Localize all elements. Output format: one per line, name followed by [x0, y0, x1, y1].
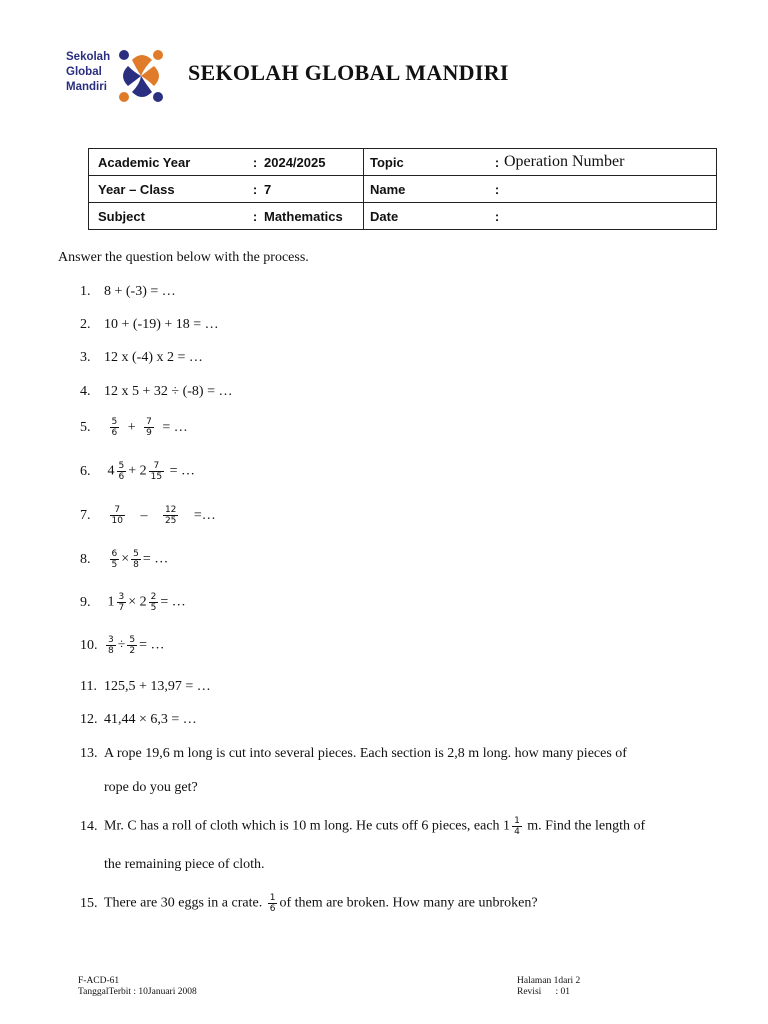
- fraction: [163, 505, 178, 526]
- logo-line-2: Global: [66, 66, 102, 78]
- question-text: 12 x 5 + 32 ÷ (-8) = …: [104, 384, 233, 399]
- numerator: 2: [150, 592, 157, 602]
- fraction: [268, 893, 278, 914]
- topic-label: Topic: [364, 149, 491, 176]
- fraction: [110, 549, 120, 570]
- colon: :: [490, 176, 504, 203]
- fraction: [144, 417, 154, 438]
- instruction: Answer the question below with the process.: [58, 250, 309, 265]
- year-class-label: Year – Class: [89, 176, 249, 203]
- question-12: [80, 712, 197, 728]
- question-number: 10.: [80, 637, 98, 653]
- question-text: 8 + (-3) = …: [104, 284, 176, 299]
- question-number: 6.: [80, 463, 91, 479]
- operator: –: [140, 507, 148, 523]
- question-number: 13.: [80, 746, 98, 761]
- question-text: 10 + (-19) + 18 = …: [104, 317, 219, 332]
- question-10: [80, 635, 165, 656]
- denominator: 9: [146, 428, 152, 438]
- question-number: 5.: [80, 419, 91, 435]
- question-3: [80, 350, 203, 366]
- name-value[interactable]: [504, 176, 717, 203]
- question-number: 1.: [80, 284, 91, 299]
- colon: :: [490, 149, 504, 176]
- page-number: Halaman 1dari 2: [517, 976, 581, 986]
- question-end: = …: [142, 551, 169, 567]
- question-4: [80, 384, 232, 400]
- question-number: 9.: [80, 594, 91, 610]
- numerator: 5: [118, 461, 125, 471]
- school-logo: [66, 46, 170, 106]
- question-13-continued: rope do you get?: [104, 780, 198, 795]
- denominator: 25: [164, 516, 177, 526]
- question-text: of them are broken. How many are unbroken?: [279, 895, 538, 911]
- question-8: [80, 549, 168, 570]
- fraction: [512, 816, 522, 837]
- name-label: Name: [364, 176, 491, 203]
- question-7: [80, 505, 216, 526]
- question-end: = …: [139, 637, 165, 653]
- question-15: [80, 893, 538, 914]
- form-code: F-ACD-61: [78, 976, 120, 986]
- fraction: [117, 461, 127, 482]
- numerator: 7: [149, 461, 164, 472]
- question-6: [80, 461, 195, 482]
- numerator: 6: [111, 549, 118, 559]
- denominator: 6: [269, 904, 276, 914]
- info-row-2: [89, 176, 717, 203]
- numerator: 3: [118, 592, 125, 602]
- question-end: = …: [162, 419, 188, 435]
- question-number: 3.: [80, 350, 91, 365]
- question-number: 4.: [80, 384, 91, 399]
- denominator: 4: [514, 827, 520, 837]
- revision: Revisi : 01: [517, 987, 571, 997]
- question-number: 7.: [80, 507, 91, 523]
- academic-year-value: 2024/2025: [262, 149, 364, 176]
- question-number: 12.: [80, 712, 98, 727]
- issue-date: TanggalTerbit : 10Januari 2008: [78, 987, 197, 997]
- academic-year-label: Academic Year: [89, 149, 249, 176]
- denominator: 2: [129, 646, 136, 656]
- question-end: = …: [169, 463, 195, 479]
- question-text: There are 30 eggs in a crate.: [104, 895, 263, 911]
- colon: :: [248, 149, 262, 176]
- colon: :: [248, 203, 262, 230]
- operator: ×: [121, 551, 130, 567]
- fraction: [117, 592, 127, 613]
- fraction: [131, 549, 141, 570]
- logo-text: [66, 50, 110, 95]
- numerator: 12: [164, 505, 177, 515]
- question-text: A rope 19,6 m long is cut into several pieces. Each section is 2,8 m long. how many pieces of: [104, 746, 627, 761]
- denominator: 6: [111, 428, 118, 438]
- question-11: [80, 679, 211, 695]
- question-end: =…: [193, 507, 216, 523]
- numerator: 5: [111, 417, 118, 427]
- numerator: 3: [108, 635, 114, 645]
- question-14-continued: the remaining piece of cloth.: [104, 857, 265, 872]
- colon: :: [248, 176, 262, 203]
- question-number: 8.: [80, 551, 91, 567]
- numerator: 1: [514, 816, 520, 826]
- footer-left: [78, 976, 197, 998]
- operator: +: [127, 419, 136, 435]
- logo-line-1: Sekolah: [66, 51, 111, 63]
- question-end: = …: [160, 594, 186, 610]
- numerator: 5: [133, 549, 139, 559]
- question-number: 14.: [80, 818, 98, 834]
- operator: + 2: [128, 463, 147, 479]
- question-text: m. Find the length of: [523, 818, 646, 834]
- numerator: 1: [269, 893, 276, 903]
- question-2: [80, 317, 219, 333]
- topic-value: Operation Number: [504, 149, 717, 176]
- denominator: 7: [118, 603, 125, 613]
- date-label: Date: [364, 203, 491, 230]
- year-class-value: 7: [262, 176, 364, 203]
- date-value[interactable]: [504, 203, 717, 230]
- info-table: [88, 148, 717, 230]
- question-13: [80, 746, 627, 762]
- fraction: [106, 635, 116, 656]
- question-text: 12 x (-4) x 2 = …: [104, 350, 203, 365]
- question-9: [80, 592, 186, 613]
- denominator: 5: [150, 603, 157, 613]
- operator: × 2: [128, 594, 147, 610]
- colon: :: [490, 203, 504, 230]
- logo-line-3: Mandiri: [66, 81, 107, 93]
- fraction: [127, 635, 137, 656]
- denominator: 6: [118, 472, 125, 482]
- school-name: SEKOLAH GLOBAL MANDIRI: [188, 60, 509, 85]
- question-text: Mr. C has a roll of cloth which is 10 m long. He cuts off 6 pieces, each 1: [104, 818, 511, 834]
- question-text: 125,5 + 13,97 = …: [104, 679, 211, 694]
- info-row-3: [89, 203, 717, 230]
- denominator: 8: [133, 560, 139, 570]
- whole-number: 1: [107, 594, 115, 610]
- subject-value: Mathematics: [262, 203, 364, 230]
- subject-label: Subject: [89, 203, 249, 230]
- footer-right: [517, 976, 580, 998]
- numerator: 7: [110, 505, 125, 516]
- denominator: 5: [111, 560, 118, 570]
- question-5: [80, 417, 188, 438]
- fraction: [149, 592, 159, 613]
- question-14: [80, 816, 645, 837]
- denominator: 15: [150, 472, 163, 482]
- question-number: 11.: [80, 679, 97, 694]
- info-row-1: [89, 149, 717, 176]
- numerator: 7: [146, 417, 152, 427]
- numerator: 5: [129, 635, 136, 645]
- logo-emblem-icon: [114, 46, 170, 106]
- denominator: 10: [111, 516, 123, 526]
- denominator: 8: [108, 646, 114, 656]
- question-number: 2.: [80, 317, 91, 332]
- whole-number: 4: [107, 463, 115, 479]
- fraction: [110, 505, 125, 526]
- question-1: [80, 284, 176, 300]
- fraction: [149, 461, 164, 482]
- fraction: [110, 417, 120, 438]
- question-text: 41,44 × 6,3 = …: [104, 712, 197, 727]
- operator: ÷: [117, 637, 126, 653]
- question-number: 15.: [80, 895, 98, 911]
